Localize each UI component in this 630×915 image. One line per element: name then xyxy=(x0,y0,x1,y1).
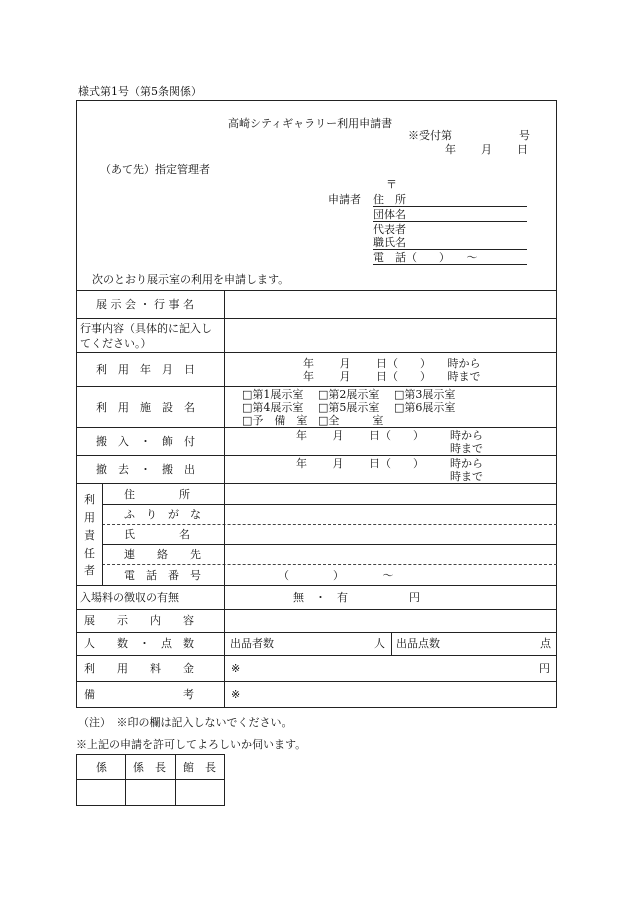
responsible-char-5: 者 xyxy=(84,564,95,577)
approval-col-director: 館 長 xyxy=(183,761,216,774)
resp-name-label: 氏 名 xyxy=(124,528,190,541)
items-label: 出品点数 xyxy=(396,637,440,650)
fee-unit: 円 xyxy=(539,662,550,675)
move-in-label: 搬 入 ・ 飾 付 xyxy=(96,435,195,448)
responsible-char-1: 利 xyxy=(84,493,95,506)
facility-room-4: □第4展示室 xyxy=(242,401,304,414)
applicant-group: 団体名 xyxy=(373,208,406,221)
responsible-char-2: 用 xyxy=(84,511,95,524)
exhibitors-unit: 人 xyxy=(374,637,385,650)
fee-label: 利 用 料 金 xyxy=(84,662,194,675)
facility-room-6: □第6展示室 xyxy=(394,401,456,414)
resp-contact-label: 連 絡 先 xyxy=(124,548,201,561)
move-in-to: 時まで xyxy=(450,442,483,455)
resp-address-label: 住 所 xyxy=(124,488,190,501)
applicant-rep1: 代表者 xyxy=(373,223,406,236)
usage-date-to: 年 月 日（ ） 時まで xyxy=(303,370,481,383)
postal-mark: 〒 xyxy=(386,178,397,191)
remarks-label: 備 考 xyxy=(84,688,194,701)
move-out-from: 時から xyxy=(450,457,483,470)
admission-yen: 円 xyxy=(409,591,420,604)
move-out-date: 年 月 日（ ） xyxy=(296,457,424,470)
content-label-line1: 行事内容（具体的に記入し xyxy=(80,322,212,335)
responsible-char-3: 責 xyxy=(84,529,95,542)
admission-label: 入場料の徴収の有無 xyxy=(80,591,179,604)
applicant-label: 申請者 xyxy=(328,193,361,206)
facility-spare-room: □予 備 室 xyxy=(242,414,308,427)
move-in-from: 時から xyxy=(450,429,483,442)
date-day: 日 xyxy=(517,143,528,156)
note-text: （注） ※印の欄は記入しないでください。 xyxy=(78,716,293,729)
date-year: 年 xyxy=(445,143,456,156)
resp-furigana-label: ふ り が な xyxy=(124,508,201,521)
receipt-mark: ※受付第 xyxy=(408,129,452,142)
approval-text: ※上記の申請を許可してよろしいか伺います。 xyxy=(76,738,307,751)
form-title: 高崎シティギャラリー利用申請書 xyxy=(228,117,393,130)
fee-mark: ※ xyxy=(231,662,241,675)
items-unit: 点 xyxy=(540,637,551,650)
resp-phone-value: （ ） 〜 xyxy=(278,569,394,582)
admission-value: 無 ・ 有 xyxy=(293,591,348,604)
content-label-line2: てください。） xyxy=(80,337,152,350)
facility-room-5: □第5展示室 xyxy=(318,401,380,414)
approval-col-staff: 係 xyxy=(96,761,107,774)
usage-date-from: 年 月 日（ ） 時から xyxy=(303,357,481,370)
request-text: 次のとおり展示室の利用を申請します。 xyxy=(92,273,290,286)
applicant-phone: 電 話（ ） 〜 xyxy=(373,251,478,264)
receipt-suffix: 号 xyxy=(519,129,530,142)
usage-date-label: 利 用 年 月 日 xyxy=(96,363,195,376)
form-number: 様式第1号（第5条関係） xyxy=(78,85,202,98)
people-count-label: 人 数 ・ 点 数 xyxy=(84,637,194,650)
exhibit-content-label: 展 示 内 容 xyxy=(84,614,194,627)
exhibition-name-label: 展 示 会 ・ 行 事 名 xyxy=(96,298,194,311)
remarks-mark: ※ xyxy=(231,688,241,701)
date-month: 月 xyxy=(481,143,492,156)
facility-room-2: □第2展示室 xyxy=(318,388,380,401)
exhibitors-label: 出品者数 xyxy=(230,637,274,650)
facility-room-3: □第3展示室 xyxy=(394,388,456,401)
move-in-date: 年 月 日（ ） xyxy=(296,429,424,442)
approval-col-chief: 係 長 xyxy=(133,761,166,774)
facility-all-rooms: □全 室 xyxy=(318,414,384,427)
applicant-address: 住 所 xyxy=(373,193,406,206)
facility-room-1: □第1展示室 xyxy=(242,388,304,401)
facility-label: 利 用 施 設 名 xyxy=(96,401,195,414)
applicant-rep2: 職氏名 xyxy=(373,236,406,249)
addressee: （あて先）指定管理者 xyxy=(100,163,210,176)
move-out-label: 撤 去 ・ 搬 出 xyxy=(96,463,195,476)
resp-phone-label: 電 話 番 号 xyxy=(124,569,201,582)
move-out-to: 時まで xyxy=(450,470,483,483)
responsible-char-4: 任 xyxy=(84,547,95,560)
